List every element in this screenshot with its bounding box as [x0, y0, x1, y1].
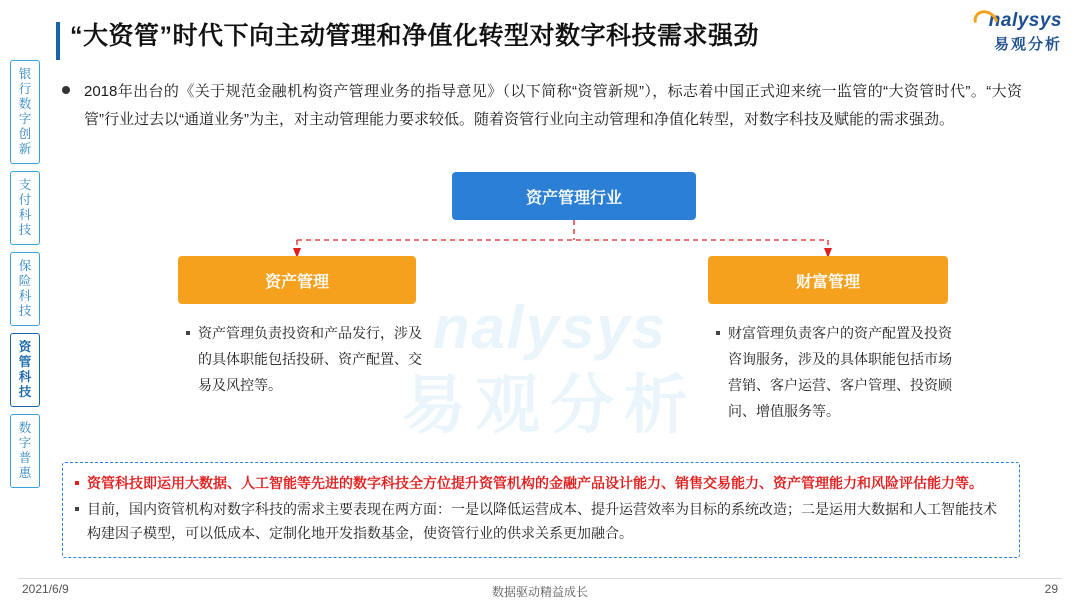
logo-text-en	[989, 10, 1062, 32]
title-accent-bar	[56, 22, 60, 60]
sidebar-item-label-4-3: 惠	[18, 466, 32, 480]
note-detail-text: 目前，国内资管机构对数字科技的需求主要表现在两方面：一是以降低运营成本、提升运营效率为目标的系统改造；二是运用大数据和人工智能技术构建因子模型，可以低成本、定制化地开发指数基金，使资管行业的供求关系更加融合。	[87, 501, 997, 541]
sidebar-item-label-2-3: 技	[18, 304, 32, 318]
diagram-node-asset-management-industry[interactable]: 资产管理行业	[452, 172, 696, 220]
diagram-node-wealth-management[interactable]: 财富管理	[708, 256, 948, 304]
sidebar-item-label-0-5: 新	[18, 142, 32, 156]
sidebar-item-asset-management[interactable]	[10, 333, 40, 407]
sidebar-item-insurance[interactable]	[10, 252, 40, 326]
square-bullet-icon	[75, 481, 79, 485]
square-bullet-icon	[75, 507, 79, 511]
sidebar-item-label-2-1: 险	[18, 274, 32, 288]
sidebar-item-label-1-3: 技	[18, 223, 32, 237]
sidebar-item-label-0-4: 创	[18, 127, 32, 141]
footer-tagline: 数据驱动精益成长	[491, 585, 588, 599]
title-bar	[56, 16, 956, 52]
note-row-detail	[75, 497, 1005, 545]
watermark-cn: 易观分析	[402, 369, 698, 441]
footer-date: 2021/6/9	[22, 582, 69, 596]
sidebar-item-inclusive-finance[interactable]	[10, 414, 40, 488]
sidebar-item-label-3-0: 资	[18, 340, 32, 354]
diagram-desc-wealth-management	[716, 320, 954, 424]
intro-text: 2018年出台的《关于规范金融机构资产管理业务的指导意见》（以下简称“资管新规”），标志着中国正式迎来统一监管的“大资管时代”。“大资管”行业过去以“通道业务”为主，对主动管理能力要求较低。随着资管行业向主动管理和净值化转型，对数字科技及赋能的需求强劲。	[84, 83, 1022, 128]
sidebar-item-label-0-1: 行	[18, 82, 32, 96]
sidebar	[10, 60, 42, 495]
diagram-node-asset-management[interactable]: 资产管理	[178, 256, 416, 304]
sidebar-item-label-4-1: 字	[18, 436, 32, 450]
sidebar-item-label-4-2: 普	[18, 451, 32, 465]
sidebar-item-banking[interactable]	[10, 60, 40, 164]
intro-paragraph	[62, 78, 1022, 134]
sidebar-item-label-3-1: 管	[18, 355, 32, 369]
note-box	[62, 462, 1020, 558]
sidebar-item-label-1-0: 支	[18, 178, 32, 192]
diagram-desc-asset-management-text: 资产管理负责投资和产品发行，涉及的具体职能包括投研、资产配置、交易及风控等。	[198, 325, 422, 393]
sidebar-item-label-1-2: 科	[18, 208, 32, 222]
note-highlight-text: 资管科技即运用大数据、人工智能等先进的数字科技全方位提升资管机构的金融产品设计能力、销售交易能力、资产管理能力和风险评估能力等。	[87, 475, 983, 491]
bullet-icon	[62, 86, 70, 94]
footer-divider	[18, 578, 1062, 579]
sidebar-item-label-0-0: 银	[18, 67, 32, 81]
page-title: “大资管”时代下向主动管理和净值化转型对数字科技需求强劲	[70, 22, 760, 50]
sidebar-item-label-1-1: 付	[18, 193, 32, 207]
sidebar-item-label-0-2: 数	[18, 97, 32, 111]
diagram-desc-asset-management	[186, 320, 424, 398]
diagram-desc-wealth-management-text: 财富管理负责客户的资产配置及投资咨询服务，涉及的具体职能包括市场营销、客户运营、客户管理、投资顾问、增值服务等。	[728, 325, 952, 419]
sidebar-item-label-2-2: 科	[18, 289, 32, 303]
sidebar-item-label-2-0: 保	[18, 259, 32, 273]
sidebar-item-label-3-2: 科	[18, 370, 32, 384]
square-bullet-icon	[716, 331, 720, 335]
logo-text-cn: 易观分析	[993, 36, 1062, 53]
brand-logo	[989, 10, 1062, 54]
square-bullet-icon	[186, 331, 190, 335]
sidebar-item-label-0-3: 字	[18, 112, 32, 126]
note-row-highlight	[75, 471, 1005, 495]
footer-page-number: 29	[1044, 582, 1058, 596]
logo-en-label: nalysys	[988, 10, 1062, 31]
sidebar-item-label-4-0: 数	[18, 421, 32, 435]
sidebar-item-payment[interactable]	[10, 171, 40, 245]
watermark-en: nalysys	[432, 294, 668, 361]
sidebar-item-label-3-3: 技	[18, 385, 32, 399]
